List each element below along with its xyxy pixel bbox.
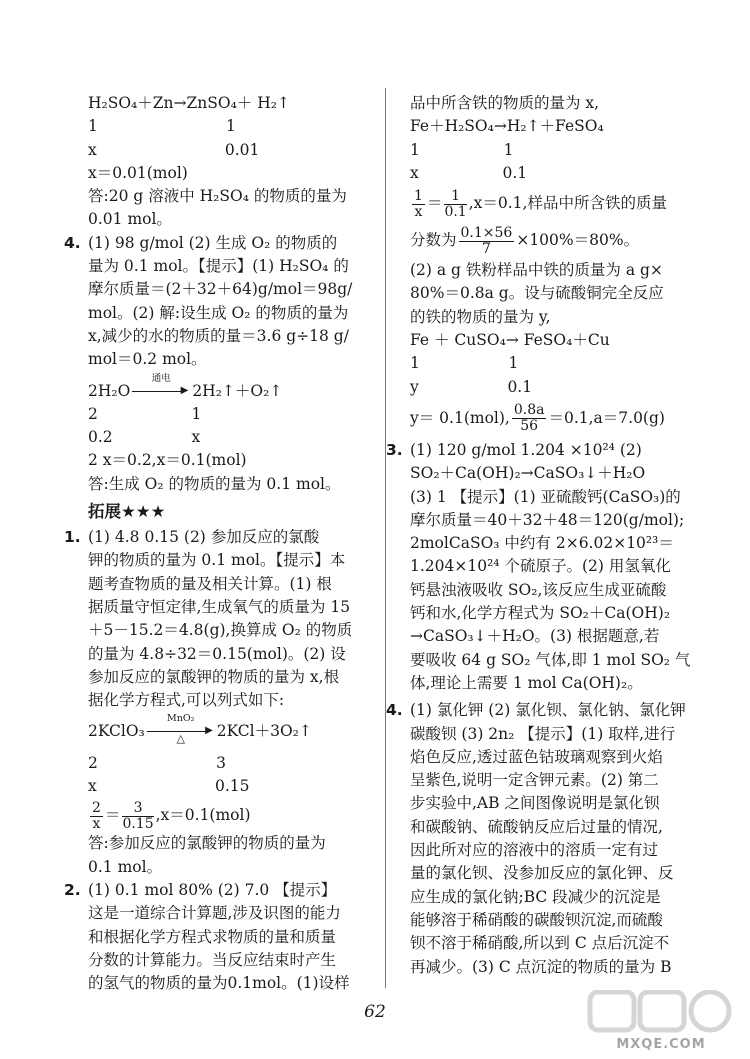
answer-item-2 (64, 879, 370, 995)
text-line: 1 1 (88, 117, 236, 136)
item-number: 4. (386, 701, 403, 720)
text-line: mol＝0.2 mol。 (88, 350, 207, 369)
text-line: x,减少的水的物质的量＝3.6 g÷18 g/ (88, 326, 349, 345)
text-line: 的氢气的物质的量为0.1mol。(1)设样 (88, 974, 350, 993)
text-line: mol。(2) 解:设生成 O₂ 的物质的量为 (88, 303, 349, 322)
text-line: 碳酸钡 (3) 2n₂ 【提示】(1) 取样,进行 (410, 724, 676, 743)
condition-arrow: MnO₂ ▶ △ (147, 725, 215, 739)
text-line: 据质量守恒定律,生成氧气的质量为 15 (88, 597, 351, 616)
fraction-equation: y＝ 0.1(mol), $\frac{0.8a}{56}$ ＝0.1,a＝7.0(g) (410, 402, 665, 435)
text-line: 应生成的氯化钠;BC 段减少的沉淀是 (410, 887, 661, 906)
text-line: 0.2 x (88, 428, 201, 447)
text-line: 钾的物质的量为 0.1 mol。【提示】本 (88, 551, 346, 570)
fraction: $\frac{3}{0.15}$ (122, 799, 154, 832)
text-line: x 0.01 (88, 140, 260, 159)
text-line: 1.204×10²⁴ 个硫原子。(2) 用氢氧化 (410, 557, 671, 576)
left-column (64, 92, 370, 995)
text-line: 的铁的物质的量为 y, (410, 307, 551, 326)
text-line: 钡不溶于稀硝酸,所以到 C 点后沉淀不 (410, 934, 670, 953)
watermark-logo (586, 990, 736, 1052)
equation (88, 372, 370, 403)
text-line: (1) 氯化钾 (2) 氯化钡、氯化钠、氯化钾 (410, 701, 686, 720)
catalyst-label: MnO₂ (167, 713, 195, 725)
text-line: 2 x＝0.2,x＝0.1(mol) (88, 451, 247, 470)
condition-label: 通电 (151, 372, 171, 384)
text-line: y 0.1 (410, 377, 533, 396)
answer-item-4 (64, 232, 370, 372)
text-line: 量的氯化钡、没参加反应的氯化钾、反 (410, 864, 674, 883)
text-line: 钙悬浊液吸收 SO₂,该反应生成亚硫酸 (410, 580, 667, 599)
equation-products: 2KCl＋3O₂↑ (216, 722, 312, 741)
text-line: x＝0.01(mol) (88, 163, 188, 182)
text-line: 因此所对应的溶液中的溶质一定有过 (410, 841, 659, 860)
text-line: Fe＋H₂SO₄→H₂↑＋FeSO₄ (410, 117, 604, 136)
equation-reactants: 2H₂O (88, 381, 131, 400)
text-line: ＋5－15.2＝4.8(g),换算成 O₂ 的物质 (88, 621, 353, 640)
text-line: 80%＝0.8a g。设与硫酸铜完全反应 (410, 284, 664, 303)
page-number: 62 (364, 1002, 386, 1022)
text-line: 答:20 g 溶液中 H₂SO₄ 的物质的量为 (88, 187, 347, 206)
text-line: 的量为 4.8÷32＝0.15(mol)。(2) 设 (88, 644, 346, 663)
text-line: 品中所含铁的物质的量为 x, (410, 94, 600, 112)
fraction-equation: $\frac{2}{x}$ ＝ $\frac{3}{0.15}$ ,x＝0.1(mol) (92, 799, 251, 832)
fraction-equation: $\frac{1}{x}$ ＝ $\frac{1}{0.1}$ ,x＝0.1,样品中所含铁的质量 (414, 187, 667, 220)
text-line: (1) 120 g/mol 1.204 ×10²⁴ (2) (410, 440, 642, 459)
text-line: 答:生成 O₂ 的物质的量为 0.1 mol。 (88, 474, 341, 493)
text-line: 这是一道综合计算题,涉及识图的能力 (88, 904, 341, 923)
text-line: 2 1 (88, 404, 202, 423)
text-line: 量为 0.1 mol。【提示】(1) H₂SO₄ 的 (88, 257, 349, 276)
text-line: 焰色反应,透过蓝色钴玻璃观察到火焰 (410, 747, 663, 766)
fraction: $\frac{2}{x}$ (92, 799, 101, 832)
item-number: 2. (64, 880, 81, 899)
text-line: 0.01 mol。 (88, 210, 172, 229)
item-number: 3. (386, 440, 403, 459)
text-line: (2) a g 铁粉样品中铁的质量为 a g× (410, 261, 663, 280)
text-line: →CaSO₃↓＋H₂O。(3) 根据题意,若 (410, 627, 660, 646)
watermark-text: MXQE.COM (616, 1037, 706, 1052)
text-line: 0.1 mol。 (88, 857, 163, 876)
text-line: 呈紫色,说明一定含钾元素。(2) 第二 (410, 771, 659, 790)
text-line: (1) 0.1 mol 80% (2) 7.0 【提示】 (88, 880, 337, 899)
fraction: $\frac{0.8a}{56}$ (513, 402, 545, 435)
text-line: 据化学方程式,可以列式如下: (88, 691, 285, 710)
answer-item-1 (64, 526, 370, 712)
fraction-equation: 分数为 $\frac{0.1\times 56}{7}$ ×100%＝80%。 (410, 224, 640, 257)
fraction: $\frac{0.1\times 56}{7}$ (460, 224, 513, 257)
text-line: 分数的计算能力。当反应结束时产生 (88, 950, 337, 969)
text-line: 1 1 (410, 354, 519, 373)
text-line: 体,理论上需要 1 mol Ca(OH)₂。 (410, 673, 643, 692)
text-line: 步实验中,AB 之间图像说明是氯化钡 (410, 794, 660, 813)
text-line: 题考查物质的量及相关计算。(1) 根 (88, 574, 332, 593)
answer-item-4 (386, 699, 690, 979)
text-line: SO₂＋Ca(OH)₂→CaSO₃↓＋H₂O (410, 464, 646, 483)
text-line: 能够溶于稀硝酸的碳酸钡沉淀,而硫酸 (410, 910, 663, 929)
text-line: 要吸收 64 g SO₂ 气体,即 1 mol SO₂ 气 (410, 650, 691, 669)
text-line: 摩尔质量＝40＋32＋48＝120(g/mol); (410, 510, 685, 529)
text-line: x 0.15 (88, 777, 250, 796)
text-line: 答:参加反应的氯酸钾的物质的量为 (88, 834, 326, 853)
equation-reactants: 2KClO₃ (88, 722, 145, 741)
watermark-icon (586, 990, 736, 1052)
text-line: 钙和水,化学方程式为 SO₂＋Ca(OH)₂ (410, 604, 671, 623)
equation-products: 2H₂↑＋O₂↑ (192, 381, 283, 400)
text-line: 参加反应的氯酸钾的物质的量为 x,根 (88, 667, 340, 686)
fraction: $\frac{1}{0.1}$ (444, 187, 467, 220)
text-line: 摩尔质量＝(2＋32＋64)g/mol＝98g/ (88, 280, 353, 299)
text-line: 2 3 (88, 753, 226, 772)
section-title: 拓展★★★ (88, 502, 166, 522)
text-line: Fe ＋ CuSO₄→ FeSO₄＋Cu (410, 331, 610, 350)
condition-arrow: 通电 ▶ (132, 385, 190, 399)
heat-label: △ (176, 732, 185, 746)
text-line: (3) 1 【提示】(1) 亚硫酸钙(CaSO₃)的 (410, 487, 681, 506)
column-divider (385, 88, 386, 988)
answer-item-3 (386, 439, 691, 695)
text-line: x 0.1 (410, 163, 528, 182)
text-line: 再减少。(3) C 点沉淀的物质的量为 B (410, 957, 672, 976)
text-line: 2molCaSO₃ 中约有 2×6.02×10²³＝ (410, 534, 674, 553)
item-number: 4. (64, 233, 81, 252)
text-line: (1) 98 g/mol (2) 生成 O₂ 的物质的 (88, 233, 338, 252)
item-number: 1. (64, 528, 81, 547)
text-line: H₂SO₄＋Zn→ZnSO₄＋ H₂↑ (88, 94, 290, 112)
right-column (386, 92, 691, 979)
text-line: 1 1 (410, 140, 514, 159)
equation (88, 713, 370, 746)
fraction: $\frac{1}{x}$ (414, 187, 423, 220)
text-line: 和碳酸钠、硫酸钠反应后过量的情况, (410, 817, 663, 836)
text-line: 和根据化学方程式求物质的量和质量 (88, 927, 337, 946)
text-line: (1) 4.8 0.15 (2) 参加反应的氯酸 (88, 528, 320, 547)
